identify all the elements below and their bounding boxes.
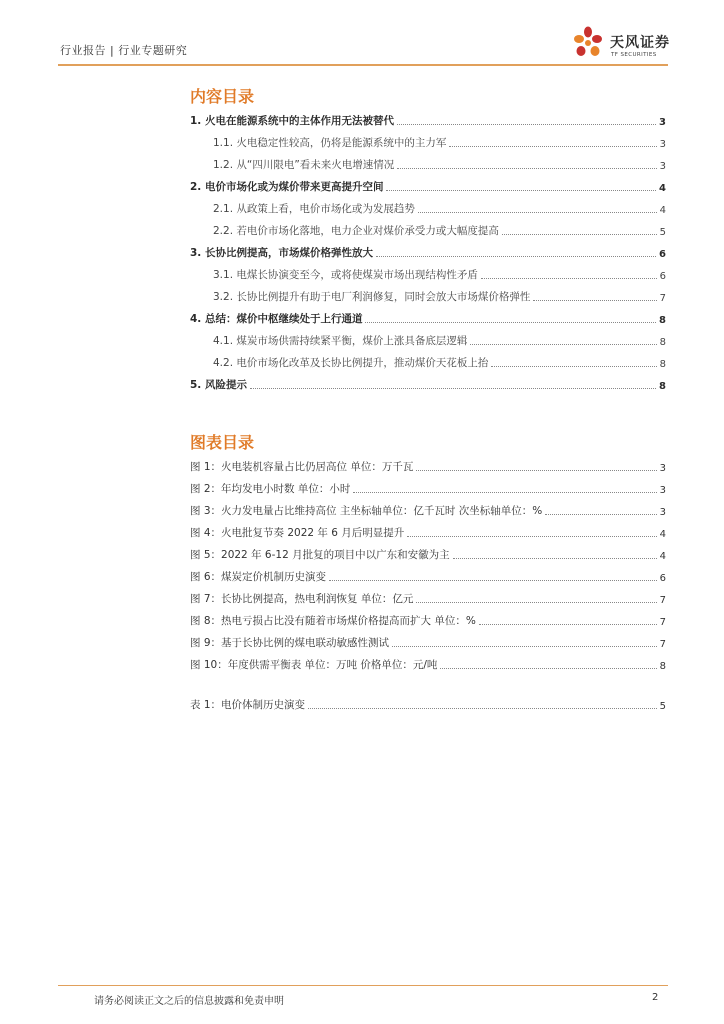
toc-entry[interactable] [213, 332, 666, 348]
toc-entry[interactable] [190, 376, 666, 392]
toc-leader [470, 344, 656, 345]
figure-entry-page: 3 [659, 507, 666, 518]
logo-chinese-name: 天风证券 [610, 35, 670, 51]
toc-entry-text: 5. 风险提示 [190, 379, 247, 391]
toc-entry-page: 8 [659, 315, 666, 326]
toc-entry[interactable] [213, 222, 666, 238]
figure-entry-text: 图 7：长协比例提高，热电利润恢复 单位：亿元 [190, 593, 414, 605]
toc-leader [407, 536, 656, 537]
figure-entry[interactable] [190, 634, 666, 650]
toc-entry-page: 7 [659, 293, 666, 304]
toc-entry-text: 4.2. 电价市场化改革及长协比例提升，推动煤价天花板上抬 [213, 357, 489, 369]
figure-entry[interactable] [190, 524, 666, 540]
toc-leader [250, 388, 656, 389]
footer-disclaimer: 请务必阅读正文之后的信息披露和免责申明 [94, 996, 284, 1007]
toc-leader [308, 708, 657, 709]
table-entry-text: 表 1：电价体制历史演变 [190, 699, 306, 711]
toc-entry[interactable] [213, 288, 666, 304]
toc-entry-page: 4 [659, 183, 666, 194]
toc-entry-page: 5 [659, 227, 666, 238]
toc-entry-text: 1. 火电在能源系统中的主体作用无法被替代 [190, 115, 394, 127]
toc-leader [479, 624, 657, 625]
toc-leader [392, 646, 657, 647]
figure-entry-page: 6 [659, 573, 666, 584]
toc-entry-page: 4 [659, 205, 666, 216]
toc-entry-text: 3. 长协比例提高，市场煤价格弹性放大 [190, 247, 373, 259]
figure-entry[interactable] [190, 546, 666, 562]
figure-entry[interactable] [190, 502, 666, 518]
report-type: 行业报告 | 行业专题研究 [60, 44, 188, 57]
tf-securities-logo [570, 26, 680, 62]
toc-leader [397, 168, 656, 169]
toc-entry-page: 3 [659, 161, 666, 172]
toc-leader [329, 580, 657, 581]
toc-title: 内容目录 [190, 87, 255, 106]
figure-entry-text: 图 8：热电亏损占比没有随着市场煤价格提高而扩大 单位：% [190, 615, 476, 627]
toc-entry-text: 2.1. 从政策上看，电价市场化或为发展趋势 [213, 203, 415, 215]
toc-entry[interactable] [190, 178, 666, 194]
figures-title: 图表目录 [190, 433, 255, 452]
figure-entry-text: 图 9：基于长协比例的煤电联动敏感性测试 [190, 637, 390, 649]
figure-entry-text: 图 10：年度供需平衡表 单位：万吨 价格单位：元/吨 [190, 659, 438, 671]
figure-entry-page: 7 [659, 639, 666, 650]
toc-entry-page: 3 [659, 139, 666, 150]
figure-entry-text: 图 1：火电装机容量占比仍居高位 单位：万千瓦 [190, 461, 414, 473]
toc-leader [545, 514, 656, 515]
toc-entry[interactable] [213, 354, 666, 370]
toc-leader [353, 492, 656, 493]
figure-entry[interactable] [190, 656, 666, 672]
toc-leader [449, 146, 656, 147]
figure-entry[interactable] [190, 568, 666, 584]
toc-entry[interactable] [190, 112, 666, 128]
figure-entry-text: 图 5：2022 年 6-12 月批复的项目中以广东和安徽为主 [190, 549, 450, 561]
toc-entry[interactable] [213, 156, 666, 172]
toc-leader [440, 668, 656, 669]
page-number: 2 [652, 992, 659, 1003]
figure-entry-page: 4 [659, 551, 666, 562]
toc-entry-text: 4. 总结：煤价中枢继续处于上行通道 [190, 313, 363, 325]
toc-leader [453, 558, 657, 559]
toc-entry-text: 1.2. 从“四川限电”看未来火电增速情况 [213, 159, 395, 171]
toc-leader [386, 190, 656, 191]
toc-entry-page: 3 [659, 117, 666, 128]
toc-entry-page: 8 [659, 381, 666, 392]
figure-entry-text: 图 4：火电批复节奏 2022 年 6 月后明显提升 [190, 527, 405, 539]
toc-leader [491, 366, 656, 367]
toc-entry-text: 2.2. 若电价市场化落地，电力企业对煤价承受力或大幅度提高 [213, 225, 499, 237]
toc-leader [376, 256, 656, 257]
toc-leader [397, 124, 656, 125]
toc-entry-text: 3.1. 电煤长协演变至今，或将使煤炭市场出现结构性矛盾 [213, 269, 478, 281]
table-entry[interactable] [190, 696, 666, 712]
toc-leader [502, 234, 657, 235]
flower-logo-icon [570, 26, 608, 62]
toc-entry-page: 8 [659, 359, 666, 370]
toc-entry-text: 2. 电价市场化或为煤价带来更高提升空间 [190, 181, 384, 193]
logo-english-name: TF SECURITIES [611, 52, 657, 58]
toc-leader [481, 278, 657, 279]
footer-divider [58, 985, 668, 986]
figure-entry-page: 7 [659, 595, 666, 606]
figure-entry-text: 图 3：火力发电量占比维持高位 主坐标轴单位：亿千瓦时 次坐标轴单位：% [190, 505, 543, 517]
toc-entry-page: 6 [659, 271, 666, 282]
figure-entry-page: 8 [659, 661, 666, 672]
page-header [0, 0, 724, 70]
figure-entry-page: 7 [659, 617, 666, 628]
toc-entry[interactable] [213, 266, 666, 282]
toc-entry[interactable] [190, 244, 666, 260]
header-divider [58, 64, 668, 66]
toc-entry-page: 8 [659, 337, 666, 348]
figure-entry[interactable] [190, 480, 666, 496]
toc-leader [533, 300, 656, 301]
toc-entry-text: 1.1. 火电稳定性较高，仍将是能源系统中的主力军 [213, 137, 447, 149]
toc-leader [365, 322, 656, 323]
toc-entry[interactable] [213, 134, 666, 150]
toc-leader [416, 602, 656, 603]
toc-leader [416, 470, 656, 471]
toc-entry[interactable] [213, 200, 666, 216]
figure-entry[interactable] [190, 590, 666, 606]
figure-entry-page: 3 [659, 463, 666, 474]
figure-entry-page: 3 [659, 485, 666, 496]
figure-entry-page: 4 [659, 529, 666, 540]
figure-entry[interactable] [190, 458, 666, 474]
table-entry-page: 5 [659, 701, 666, 712]
figure-entry-text: 图 2：年均发电小时数 单位：小时 [190, 483, 351, 495]
toc-leader [418, 212, 657, 213]
figure-entry[interactable] [190, 612, 666, 628]
toc-entry-text: 3.2. 长协比例提升有助于电厂利润修复，同时会放大市场煤价格弹性 [213, 291, 531, 303]
toc-entry-page: 6 [659, 249, 666, 260]
figure-entry-text: 图 6：煤炭定价机制历史演变 [190, 571, 327, 583]
toc-entry[interactable] [190, 310, 666, 326]
toc-entry-text: 4.1. 煤炭市场供需持续紧平衡，煤价上涨具备底层逻辑 [213, 335, 468, 347]
